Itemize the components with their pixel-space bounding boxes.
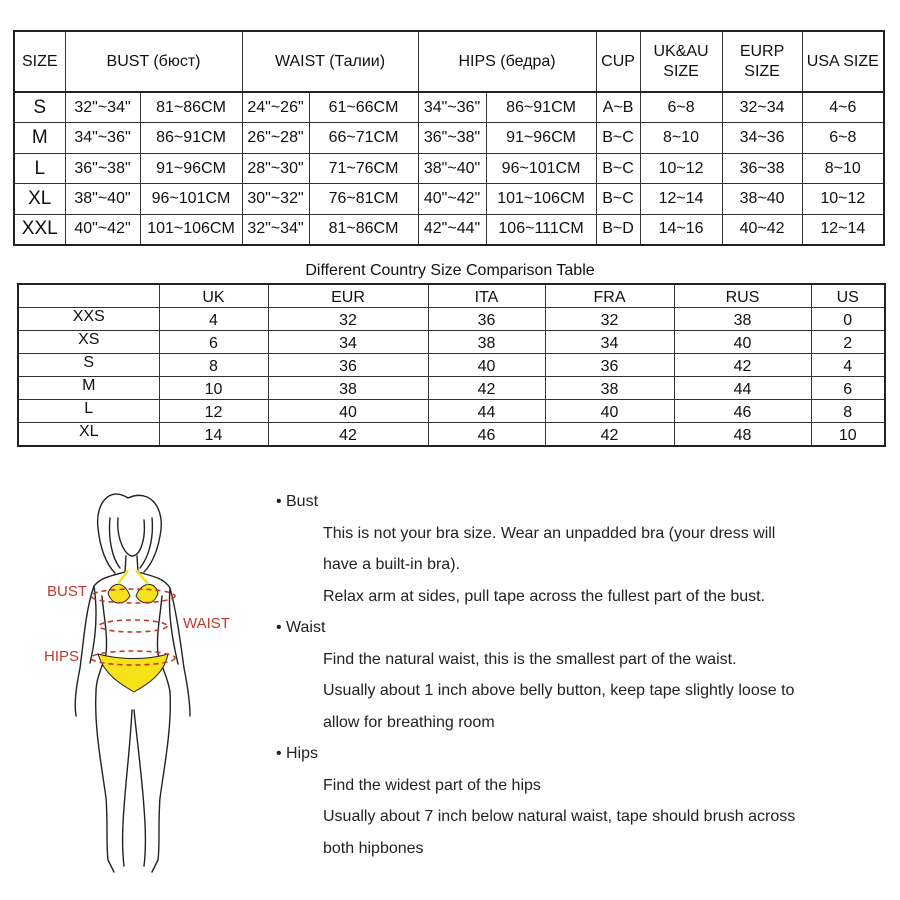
cell-cup: B~C — [596, 123, 640, 154]
cell-cup: B~C — [596, 153, 640, 184]
comparison-cell: 38 — [268, 377, 428, 400]
header-hips: HIPS (бедра) — [418, 31, 596, 92]
guide-instruction-line: Usually about 1 inch above belly button, keep tape slightly loose to — [323, 682, 795, 699]
cell-usa: 6~8 — [802, 123, 884, 154]
comparison-cell: 12 — [159, 400, 268, 423]
comparison-cell: 14 — [159, 423, 268, 447]
cell-size: XL — [14, 184, 65, 215]
guide-section-title: Waist — [286, 619, 326, 636]
cell-cup: B~D — [596, 214, 640, 245]
comparison-cell: 40 — [268, 400, 428, 423]
comparison-row — [18, 377, 885, 400]
cell-waist-cm: 71~76CM — [309, 153, 418, 184]
country-size-comparison-table — [17, 283, 886, 447]
cell-bust-cm: 96~101CM — [140, 184, 242, 215]
comparison-cell: 46 — [674, 400, 811, 423]
guide-section-title: Bust — [286, 493, 319, 510]
comparison-cell: 40 — [428, 354, 545, 377]
guide-instruction-line: Relax arm at sides, pull tape across the fullest part of the bust. — [323, 587, 765, 605]
cell-waist-cm: 61~66CM — [309, 92, 418, 123]
cell-waist-in: 28"~30" — [242, 153, 309, 184]
comparison-cell: 32 — [268, 308, 428, 331]
cell-eurp: 36~38 — [722, 153, 802, 184]
cell-bust-cm: 101~106CM — [140, 214, 242, 245]
comparison-cell: 2 — [811, 331, 885, 354]
bullet-icon: • — [276, 745, 282, 762]
comparison-cell: 32 — [545, 308, 674, 331]
cell-size: XXL — [14, 214, 65, 245]
guide-instruction-line: both hipbones — [323, 839, 424, 857]
guide-instruction-line: Find the widest part of the hips — [323, 776, 541, 794]
comparison-cell: 36 — [545, 354, 674, 377]
cell-ukau: 8~10 — [640, 123, 722, 154]
guide-section-heading — [276, 486, 876, 518]
comparison-size-label: L — [18, 400, 159, 423]
cell-eurp: 40~42 — [722, 214, 802, 245]
comparison-cell: 48 — [674, 423, 811, 447]
cell-waist-cm: 76~81CM — [309, 184, 418, 215]
header-size: SIZE — [14, 31, 65, 92]
bullet-icon: • — [276, 493, 282, 510]
guide-instruction-line: allow for breathing room — [323, 713, 495, 731]
comparison-size-label: M — [18, 377, 159, 400]
cell-usa: 4~6 — [802, 92, 884, 123]
cell-hips-in: 40"~42" — [418, 184, 486, 215]
cell-waist-in: 30"~32" — [242, 184, 309, 215]
comparison-header-cell: EUR — [268, 284, 428, 308]
comparison-size-label: XS — [18, 331, 159, 354]
header-eurp-size: EURP SIZE — [722, 31, 802, 92]
cell-hips-cm: 106~111CM — [486, 214, 596, 245]
size-chart-table — [13, 30, 885, 246]
comparison-cell: 0 — [811, 308, 885, 331]
cell-hips-in: 36"~38" — [418, 123, 486, 154]
comparison-size-label: XL — [18, 423, 159, 447]
measurement-guide — [276, 486, 876, 864]
comparison-header-cell: FRA — [545, 284, 674, 308]
cell-hips-cm: 96~101CM — [486, 153, 596, 184]
cell-eurp: 38~40 — [722, 184, 802, 215]
guide-section-heading — [276, 612, 876, 644]
comparison-cell: 42 — [674, 354, 811, 377]
comparison-cell: 42 — [545, 423, 674, 447]
comparison-cell: 38 — [428, 331, 545, 354]
waist-label: WAIST — [183, 615, 230, 632]
guide-instruction-line: have a built-in bra). — [323, 556, 460, 573]
cell-bust-in: 32"~34" — [65, 92, 140, 123]
body-measurement-figure — [40, 478, 240, 878]
cell-usa: 10~12 — [802, 184, 884, 215]
comparison-cell: 10 — [811, 423, 885, 447]
hips-label: HIPS — [44, 648, 80, 665]
cell-eurp: 34~36 — [722, 123, 802, 154]
comparison-cell: 38 — [674, 308, 811, 331]
comparison-header-cell: ITA — [428, 284, 545, 308]
comparison-table-title: Different Country Size Comparison Table — [305, 262, 595, 279]
cell-usa: 8~10 — [802, 153, 884, 184]
cell-ukau: 14~16 — [640, 214, 722, 245]
guide-instruction-line: Usually about 7 inch below natural waist, tape should brush across — [323, 808, 796, 825]
comparison-cell: 38 — [545, 377, 674, 400]
woman-silhouette-illustration — [40, 478, 240, 878]
comparison-size-label: XXS — [18, 308, 159, 331]
cell-bust-cm: 91~96CM — [140, 153, 242, 184]
bullet-icon: • — [276, 619, 282, 636]
comparison-header-cell: UK — [159, 284, 268, 308]
cell-hips-in: 34"~36" — [418, 92, 486, 123]
guide-instruction-line: Find the natural waist, this is the smallest part of the waist. — [323, 650, 737, 668]
cell-cup: A~B — [596, 92, 640, 123]
comparison-cell: 36 — [428, 308, 545, 331]
cell-ukau: 6~8 — [640, 92, 722, 123]
comparison-cell: 8 — [159, 354, 268, 377]
size-row — [14, 153, 884, 184]
comparison-cell: 34 — [268, 331, 428, 354]
header-waist: WAIST (Талии) — [242, 31, 418, 92]
size-row — [14, 214, 884, 245]
cell-bust-in: 34"~36" — [65, 123, 140, 154]
cell-waist-in: 24"~26" — [242, 92, 309, 123]
size-row — [14, 184, 884, 215]
comparison-cell: 6 — [159, 331, 268, 354]
cell-bust-cm: 86~91CM — [140, 123, 242, 154]
comparison-row — [18, 331, 885, 354]
cell-hips-in: 38"~40" — [418, 153, 486, 184]
cell-waist-in: 26"~28" — [242, 123, 309, 154]
comparison-cell: 34 — [545, 331, 674, 354]
comparison-cell: 44 — [428, 400, 545, 423]
comparison-header-cell: RUS — [674, 284, 811, 308]
cell-cup: B~C — [596, 184, 640, 215]
size-row — [14, 92, 884, 123]
comparison-cell: 4 — [811, 354, 885, 377]
comparison-row — [18, 400, 885, 423]
cell-hips-cm: 86~91CM — [486, 92, 596, 123]
cell-hips-in: 42"~44" — [418, 214, 486, 245]
comparison-cell: 40 — [674, 331, 811, 354]
cell-ukau: 10~12 — [640, 153, 722, 184]
comparison-row — [18, 354, 885, 377]
comparison-cell: 8 — [811, 400, 885, 423]
comparison-cell: 46 — [428, 423, 545, 447]
comparison-cell: 42 — [268, 423, 428, 447]
comparison-size-label: S — [18, 354, 159, 377]
cell-waist-cm: 66~71CM — [309, 123, 418, 154]
cell-bust-cm: 81~86CM — [140, 92, 242, 123]
comparison-cell: 6 — [811, 377, 885, 400]
cell-size: L — [14, 153, 65, 184]
comparison-cell: 4 — [159, 308, 268, 331]
comparison-cell: 44 — [674, 377, 811, 400]
guide-section-heading — [276, 738, 876, 770]
comparison-cell: 10 — [159, 377, 268, 400]
comparison-header-cell: US — [811, 284, 885, 308]
guide-instruction-line: This is not your bra size. Wear an unpadded bra (your dress will — [323, 524, 776, 542]
header-uk-au-size: UK&AU SIZE — [640, 31, 722, 92]
header-cup: CUP — [596, 31, 640, 92]
cell-hips-cm: 91~96CM — [486, 123, 596, 154]
size-chart-header-row — [14, 31, 884, 92]
cell-ukau: 12~14 — [640, 184, 722, 215]
comparison-row — [18, 308, 885, 331]
cell-bust-in: 36"~38" — [65, 153, 140, 184]
comparison-row — [18, 423, 885, 447]
header-usa-size: USA SIZE — [802, 31, 884, 92]
bust-label: BUST — [47, 583, 88, 600]
cell-waist-cm: 81~86CM — [309, 214, 418, 245]
cell-size: M — [14, 123, 65, 154]
comparison-cell: 36 — [268, 354, 428, 377]
comparison-header-cell — [18, 284, 159, 308]
size-row — [14, 123, 884, 154]
header-bust: BUST (бюст) — [65, 31, 242, 92]
comparison-cell: 40 — [545, 400, 674, 423]
cell-bust-in: 38"~40" — [65, 184, 140, 215]
comparison-header-row — [18, 284, 885, 308]
cell-hips-cm: 101~106CM — [486, 184, 596, 215]
cell-bust-in: 40"~42" — [65, 214, 140, 245]
cell-eurp: 32~34 — [722, 92, 802, 123]
comparison-cell: 42 — [428, 377, 545, 400]
guide-section-title: Hips — [286, 745, 319, 762]
cell-size: S — [14, 92, 65, 123]
cell-waist-in: 32"~34" — [242, 214, 309, 245]
cell-usa: 12~14 — [802, 214, 884, 245]
